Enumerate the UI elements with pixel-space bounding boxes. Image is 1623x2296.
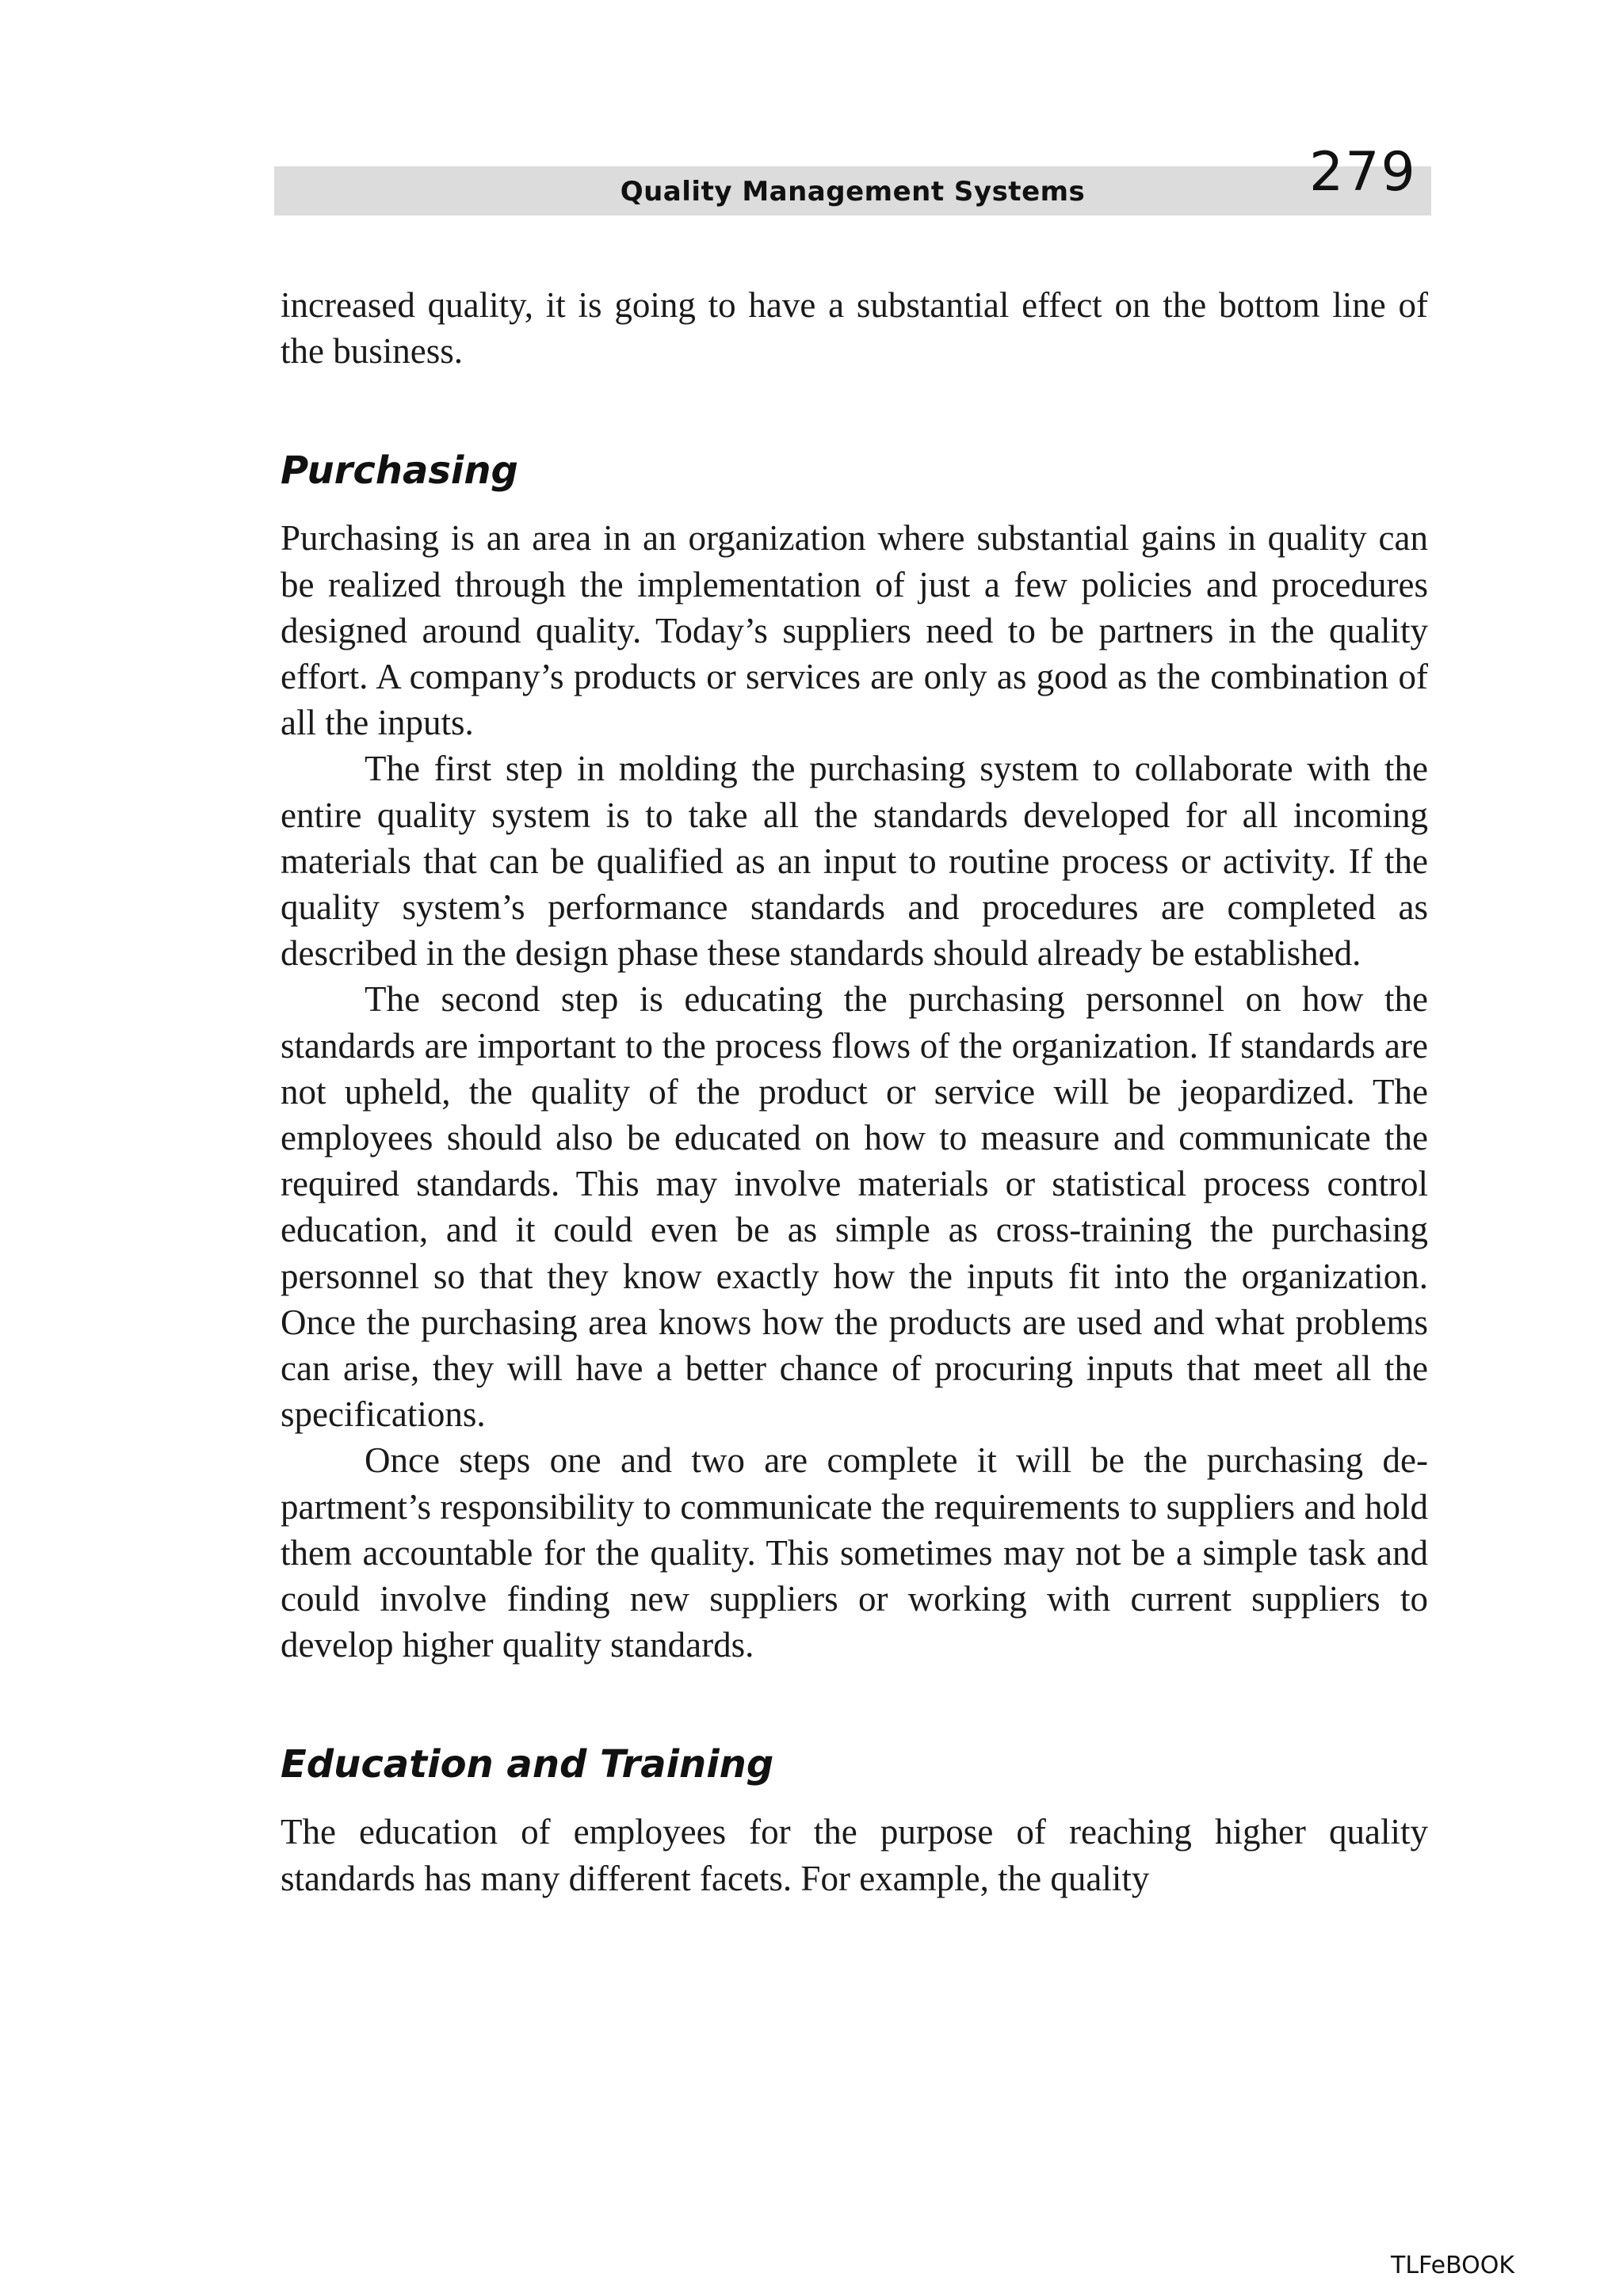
- page-body: [281, 282, 1428, 1901]
- source-watermark: TLFeBOOK: [1391, 2252, 1515, 2279]
- running-head-bar: [274, 166, 1431, 215]
- running-head: Quality Management Systems: [620, 176, 1086, 208]
- paragraph: The first step in molding the purchasing system to collaborate with the entire quality system is to take all the standards developed for all incoming materials that can be qualified as an input to routine process or activity. If the quality system’s performance standards and procedures are completed as described in the design phase these standards should already be established.: [281, 749, 1428, 974]
- section-heading-purchasing: Purchasing: [281, 448, 518, 494]
- intro-paragraph: increased quality, it is going to have a substantial effect on the bottom line of the business.: [281, 285, 1428, 372]
- paragraph: The second step is educating the purchasing personnel on how the standards are important to the process flows of the organization. If standards are not upheld, the quality of the product or service will be jeopardized. The employees should also be educated on how to measure and communicate the required standards. This may involve materials or statistical process control education, and it could even be as simple as cross-training the purchasing personnel so that they know exactly how the inputs fit into the organization. Once the purchasing area knows how the products are used and what problems can arise, they will have a better chance of procuring inputs that meet all the specifications.: [281, 979, 1428, 1435]
- paragraph: The education of employees for the purpose of reaching higher quality standards has many different facets. For example, the quality: [281, 1812, 1428, 1898]
- paragraph: Once steps one and two are complete it will be the purchasing department’s responsibility to communicate the requirements to suppliers and hold them accountable for the quality. This sometimes may not be a simple task and could involve finding new suppliers or working with current suppliers to develop higher quality standards.: [281, 1440, 1428, 1665]
- page-number: 279: [1309, 141, 1417, 204]
- section-heading-education-and-training: Education and Training: [281, 1742, 774, 1787]
- paragraph: Purchasing is an area in an organization where substantial gains in quality can be realized through the implementation of just a few policies and procedures designed around quality. Today’s suppliers need to be partners in the quality effort. A company’s products or services are only as good as the combination of all the inputs.: [281, 518, 1428, 743]
